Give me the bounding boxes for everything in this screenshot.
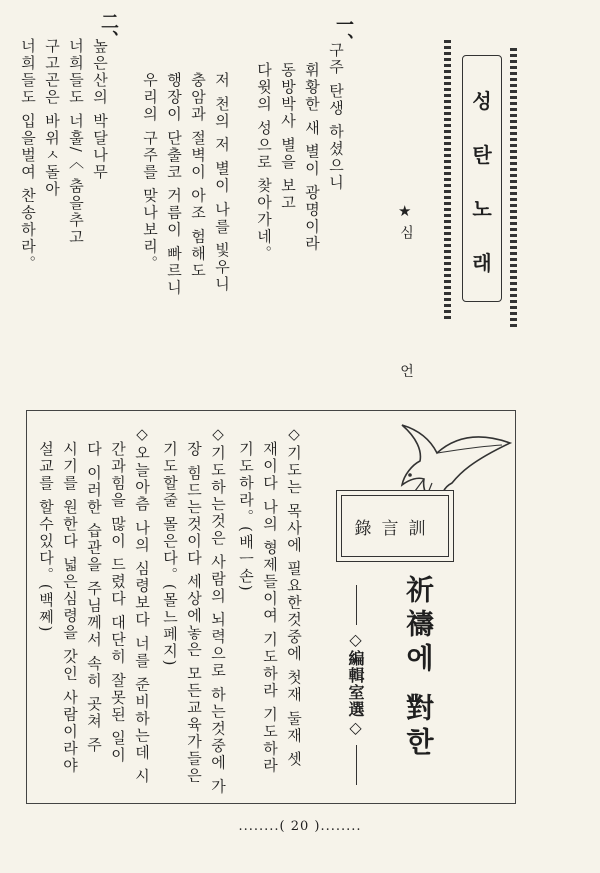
- quote-line: 시기를 원한다 넓은심령을 갓인 사람이라야: [61, 441, 79, 775]
- verse-line: 휘황한 새 별이 광명이라: [303, 62, 321, 253]
- quote-line: ◇기도는 목사에 필요한것중에 첫재 둘재 셋: [285, 425, 303, 768]
- quote-line: 기도하라。(배ㅡ손): [237, 441, 255, 593]
- verse-line: 구고곤은 바위ㅅ돌아: [43, 38, 61, 198]
- hymn-title-box: [462, 55, 502, 302]
- quote-line: 다 이러한 습관을 주님께서 속히 곳쳐 주: [85, 441, 103, 754]
- divider-line: [356, 745, 357, 785]
- section-subtitle: ◇編輯室選◇: [346, 630, 365, 738]
- hymn-title-char: 래: [472, 251, 492, 275]
- quote-line: 재이다 나의 형제들이여 기도하라 기도하라: [261, 441, 279, 775]
- hymn-title-char: 노: [472, 197, 492, 221]
- verse-line: 너희들도 너훌/〈 춤을추고: [67, 38, 85, 246]
- quote-line: ◇기도하는것은 사람의 뇌력으로 하는것중에 가: [209, 425, 227, 796]
- quote-line: ◇오늘아츰 나의 심령보다 너를 준비하는데 시: [133, 425, 151, 785]
- verse-line: 다윗의 성으로 찾아가네。: [255, 62, 273, 263]
- verse-line: 너희들도 입을벌여 찬송하라。: [19, 38, 37, 273]
- verse-line: 충암과 절벽이 아조 험해도: [189, 72, 207, 280]
- hymn-title-char: 탄: [472, 143, 492, 167]
- section-title: 祈禱에 對한: [402, 575, 435, 761]
- quote-line: 장 힘드는것이다 세상에놓은 모든교육가들은: [185, 441, 203, 785]
- verse-line: 저 천의 저 별이 나를 빛우니: [213, 72, 231, 293]
- verse-one-marker: 一、: [333, 15, 354, 51]
- verse-line: 동방박사 별을 보고: [279, 62, 297, 212]
- verse-two-marker: 二、: [98, 12, 119, 48]
- quote-line: 간과힘을 많이 드렸다 대단히 잘못된 일이: [109, 441, 127, 764]
- verse-line: 구주 탄생 하셨으니: [327, 42, 345, 192]
- quote-line: 기도할줄 몰은다。(몰느페지): [161, 441, 179, 668]
- plaque: [336, 490, 454, 562]
- verse-line: 높은산의 박달나무: [91, 38, 109, 181]
- page-number: ........( 20 )........: [238, 819, 362, 834]
- verse-line: 우리의 구주를 맞나보리。: [141, 72, 159, 273]
- quote-line: 설교를 할수있다。(백쩨): [37, 441, 55, 634]
- star-icon: ★: [398, 202, 412, 220]
- decorative-border-left: [444, 40, 451, 320]
- plaque-label: 錄言訓: [341, 495, 449, 557]
- hymn-title-char: 성: [472, 89, 492, 113]
- divider-line: [356, 585, 357, 625]
- verse-line: 행장이 단출코 거름이 빠르니: [165, 72, 183, 297]
- hymn-author: 심 언: [398, 225, 414, 438]
- decorative-border-right: [510, 48, 517, 328]
